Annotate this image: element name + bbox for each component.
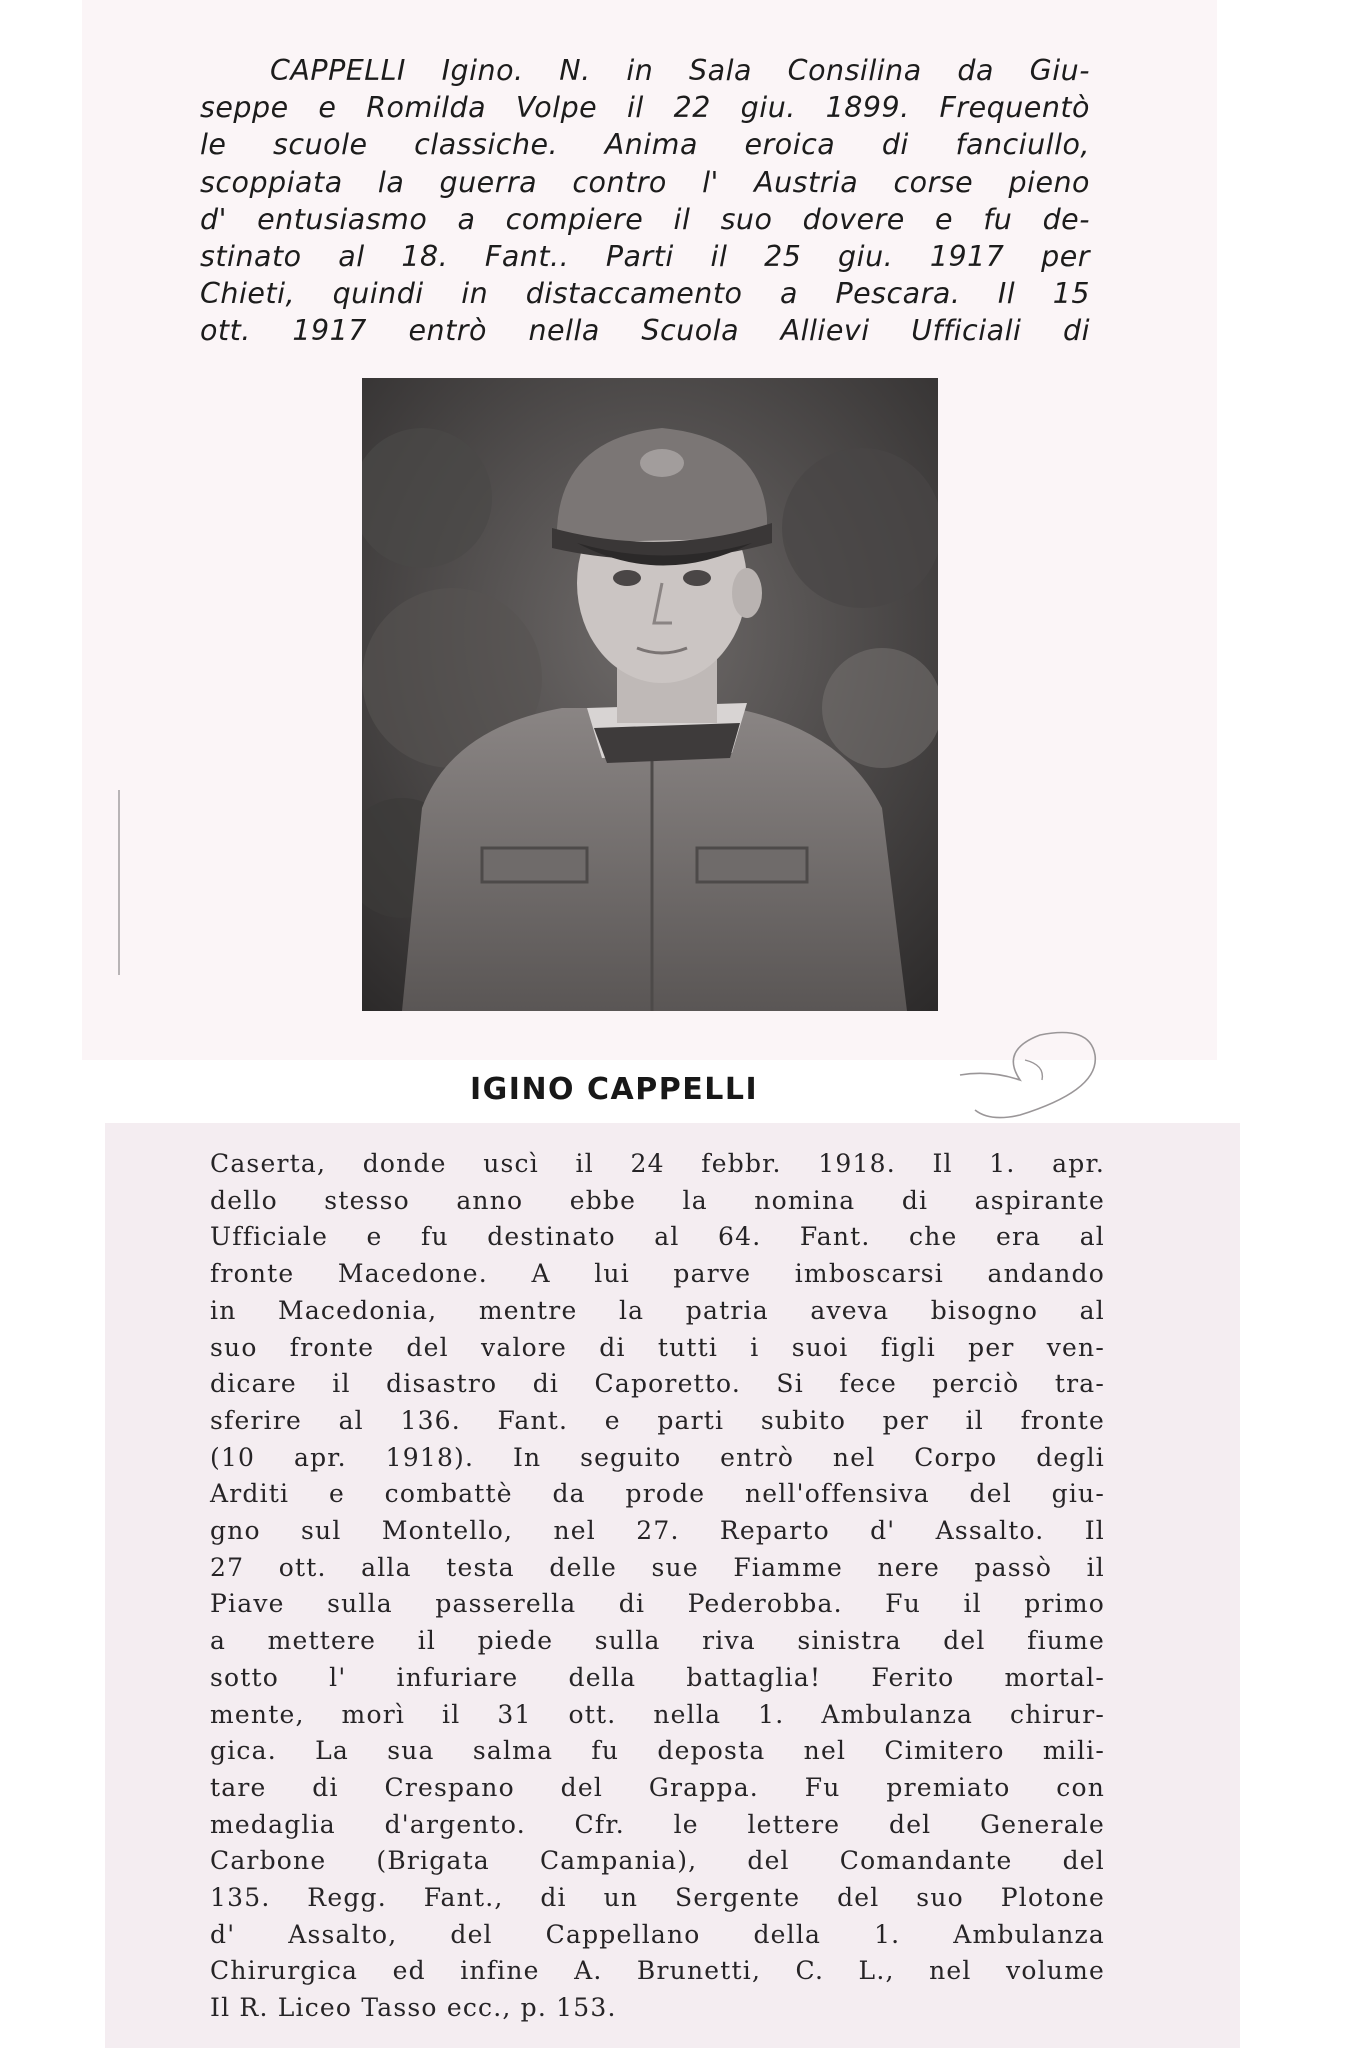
body-line: dicare il disastro di Caporetto. Si fece perciò tra-	[210, 1369, 1105, 1399]
intro-line: CAPPELLI Igino. N. in Sala Consilina da Giu-	[270, 54, 1090, 87]
body-line: Carbone (Brigata Campania), del Comandante del	[210, 1846, 1105, 1876]
body-line: 135. Regg. Fant., di un Sergente del suo Plotone	[210, 1883, 1105, 1913]
body-line: suo fronte del valore di tutti i suoi figli per ven-	[210, 1332, 1105, 1362]
body-line: sotto l' infuriare della battaglia! Ferito mortal-	[210, 1662, 1105, 1692]
body-line: tare di Crespano del Grappa. Fu premiato con	[210, 1772, 1105, 1802]
portrait-caption: IGINO CAPPELLI	[470, 1072, 759, 1107]
intro-line: Chieti, quindi in distaccamento a Pescara. Il 15	[200, 277, 1090, 311]
body-line: dello stesso anno ebbe la nomina di aspirante	[210, 1185, 1105, 1215]
soldier-portrait-icon	[362, 378, 938, 1011]
intro-line: scoppiata la guerra contro l' Austria corse pieno	[200, 165, 1090, 199]
biography-main-paragraph	[210, 1146, 1105, 2027]
body-line: d' Assalto, del Cappellano della 1. Ambulanza	[210, 1919, 1105, 1949]
body-line: medaglia d'argento. Cfr. le lettere del Generale	[210, 1809, 1105, 1839]
body-line: in Macedonia, mentre la patria aveva bisogno al	[210, 1295, 1105, 1325]
body-line: gica. La sua salma fu deposta nel Cimitero mili-	[210, 1736, 1105, 1766]
body-line: (10 apr. 1918). In seguito entrò nel Corpo degli	[210, 1442, 1105, 1472]
body-line: Caserta, donde uscì il 24 febbr. 1918. Il 1. apr.	[210, 1149, 1105, 1178]
body-line: gno sul Montello, nel 27. Reparto d' Assalto. Il	[210, 1516, 1105, 1546]
body-line: Il R. Liceo Tasso ecc., p. 153.	[210, 1993, 617, 2023]
body-line: a mettere il piede sulla riva sinistra del fiume	[210, 1626, 1105, 1656]
body-line: Piave sulla passerella di Pederobba. Fu il primo	[210, 1589, 1105, 1619]
intro-line: seppe e Romilda Volpe il 22 giu. 1899. Frequentò	[200, 91, 1090, 125]
handwritten-mark-icon	[950, 1020, 1110, 1130]
portrait-photo	[362, 378, 938, 1011]
body-line: sferire al 136. Fant. e parti subito per il fronte	[210, 1405, 1105, 1435]
intro-line: d' entusiasmo a compiere il suo dovere e fu de-	[200, 202, 1090, 236]
body-line: mente, morì il 31 ott. nella 1. Ambulanza chirur-	[210, 1699, 1105, 1729]
body-line: 27 ott. alla testa delle sue Fiamme nere passò il	[210, 1552, 1105, 1582]
scan-edge-mark	[118, 790, 120, 975]
biography-intro-paragraph	[200, 52, 1090, 350]
body-line: Ufficiale e fu destinato al 64. Fant. che era al	[210, 1222, 1105, 1252]
body-line: fronte Macedone. A lui parve imboscarsi andando	[210, 1259, 1105, 1289]
body-line: Chirurgica ed infine A. Brunetti, C. L., nel volume	[210, 1956, 1105, 1986]
intro-line: ott. 1917 entrò nella Scuola Allievi Ufficiali di	[200, 314, 1090, 348]
intro-line: stinato al 18. Fant.. Parti il 25 giu. 1917 per	[200, 240, 1090, 274]
body-line: Arditi e combattè da prode nell'offensiva del giu-	[210, 1479, 1105, 1509]
intro-line: le scuole classiche. Anima eroica di fanciullo,	[200, 128, 1090, 162]
